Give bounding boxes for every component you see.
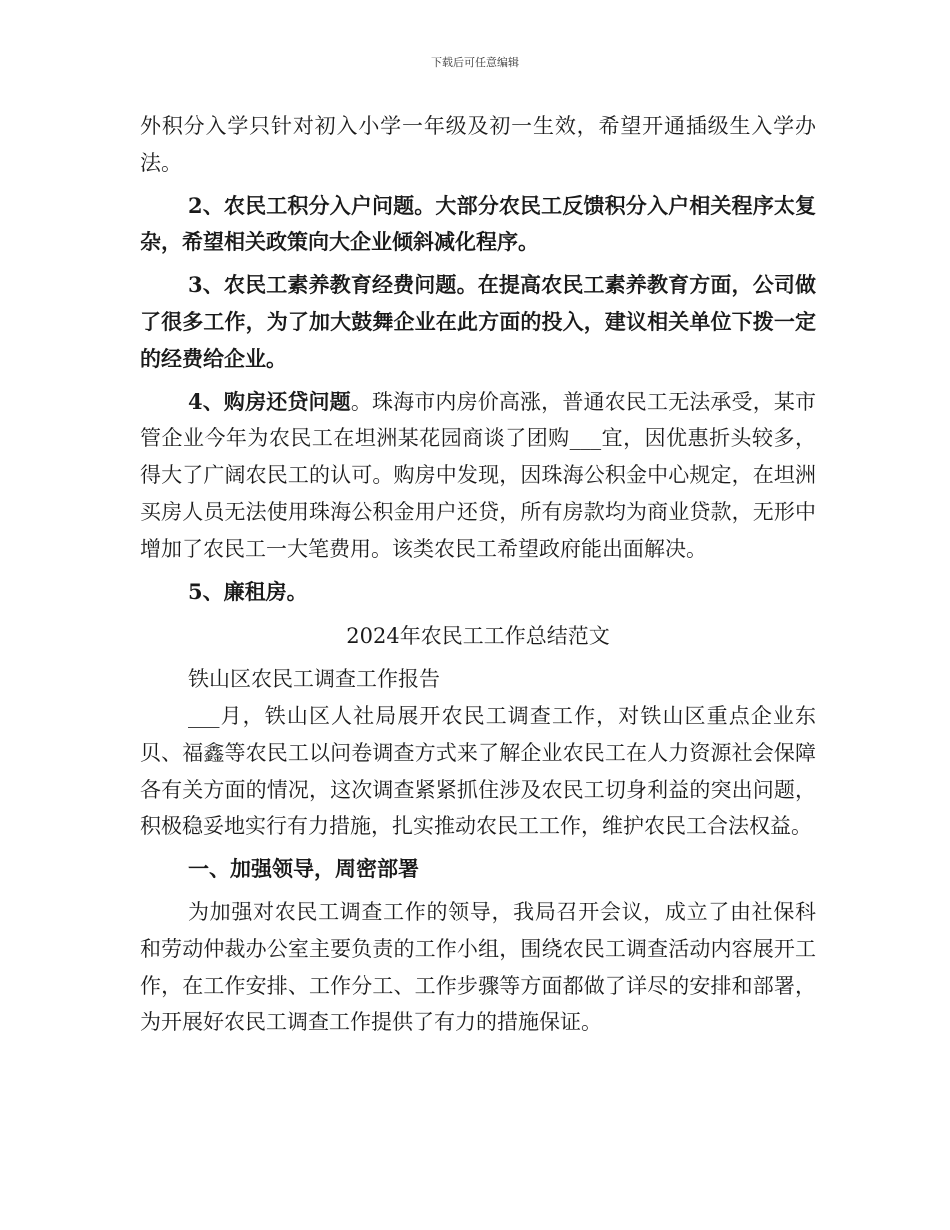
paragraph-item-2: 2、农民工积分入户问题。大部分农民工反馈积分入户相关程序太复杂，希望相关政策向大企业倾斜减化程序。: [140, 192, 816, 255]
report-subtitle: 铁山区农民工调查工作报告: [188, 667, 440, 692]
paragraph-section-1: 为加强对农民工调查工作的领导，我局召开会议，成立了由社保科和劳动仲裁办公室主要负责的工作小组，围绕农民工调查活动内容展开工作，在工作安排、工作分工、工作步骤等方面都做了详尽的安排和部署，为开展好农民工调查工作提供了有力的措施保证。: [140, 899, 816, 1035]
item-4-body: 。珠海市内房价高涨，普通农民工无法承受，某市管企业今年为农民工在坦洲某花园商谈了团购___宜，因优惠折头较多，得大了广阔农民工的认可。购房中发现，因珠海公积金中心规定，在坦洲买房人员无法使用珠海公积金用户还贷，所有房款均为商业贷款，无形中增加了农民工一大笔费用。该类农民工希望政府能出面解决。: [140, 389, 816, 561]
section-heading-1: 一、加强领导，周密部署: [188, 856, 419, 882]
paragraph-intro: ___月，铁山区人社局展开农民工调查工作，对铁山区重点企业东贝、福鑫等农民工以问卷调查方式来了解企业农民工在人力资源社会保障各有关方面的情况，这次调查紧紧抓住涉及农民工切身利益的突出问题，积极稳妥地实行有力措施，扎实推动农民工工作，维护农民工合法权益。: [140, 703, 816, 839]
paragraph-item-4: [140, 384, 816, 568]
paragraph-item-3: 3、农民工素养教育经费问题。在提高农民工素养教育方面，公司做了很多工作，为了加大鼓舞企业在此方面的投入，建议相关单位下拨一定的经费给企业。: [140, 272, 816, 371]
paragraph-item-5: 5、廉租房。: [188, 578, 308, 604]
paragraph-continuation: 外积分入学只针对初入小学一年级及初一生效，希望开通插级生入学办法。: [140, 114, 816, 175]
document-body: [140, 108, 816, 1041]
document-title: 2024年农民工工作总结范文: [346, 624, 610, 649]
header-note: 下载后可任意编辑: [431, 56, 519, 69]
item-4-heading: 4、购房还贷问题: [188, 388, 351, 414]
